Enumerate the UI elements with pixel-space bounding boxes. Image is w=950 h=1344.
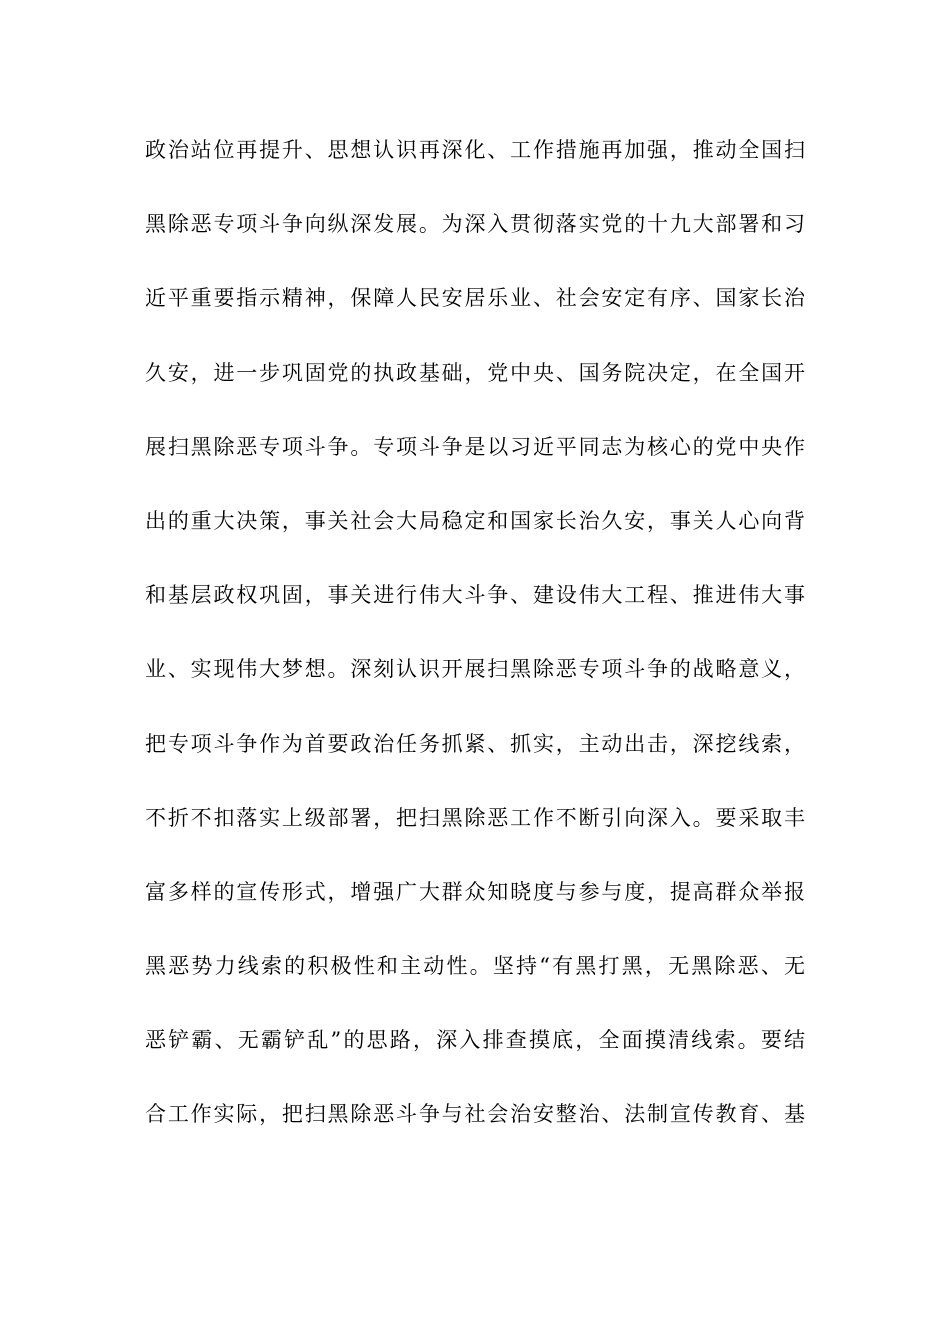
text-line: 合工作实际，把扫黑除恶斗争与社会治安整治、法制宣传教育、基 xyxy=(145,1102,807,1127)
text-line: 展扫黑除恶专项斗争。专项斗争是以习近平同志为核心的党中央作 xyxy=(145,434,807,459)
text-line: 政治站位再提升、思想认识再深化、工作措施再加强，推动全国扫 xyxy=(145,138,807,162)
text-line: 恶铲霸、无霸铲乱”的思路，深入排查摸底，全面摸清线索。要结 xyxy=(145,1028,808,1053)
text-line: 业、实现伟大梦想。深刻认识开展扫黑除恶专项斗争的战略意义， xyxy=(145,657,807,682)
text-line: 不折不扣落实上级部署，把扫黑除恶工作不断引向深入。要采取丰 xyxy=(145,805,807,830)
text-line: 黑除恶专项斗争向纵深发展。为深入贯彻落实党的十九大部署和习 xyxy=(145,212,807,237)
text-line: 和基层政权巩固，事关进行伟大斗争、建设伟大工程、推进伟大事 xyxy=(145,583,807,608)
text-line: 黑恶势力线索的积极性和主动性。坚持“有黑打黑，无黑除恶、无 xyxy=(145,954,808,979)
text-line: 久安，进一步巩固党的执政基础，党中央、国务院决定，在全国开 xyxy=(145,360,807,385)
text-line: 近平重要指示精神，保障人民安居乐业、社会安定有序、国家长治 xyxy=(145,286,807,311)
text-line: 出的重大决策，事关社会大局稳定和国家长治久安，事关人心向背 xyxy=(145,508,807,533)
text-line: 富多样的宣传形式，增强广大群众知晓度与参与度，提高群众举报 xyxy=(145,879,807,904)
body-paragraph xyxy=(145,128,808,1167)
text-line: 把专项斗争作为首要政治任务抓紧、抓实，主动出击，深挖线索， xyxy=(145,731,807,756)
